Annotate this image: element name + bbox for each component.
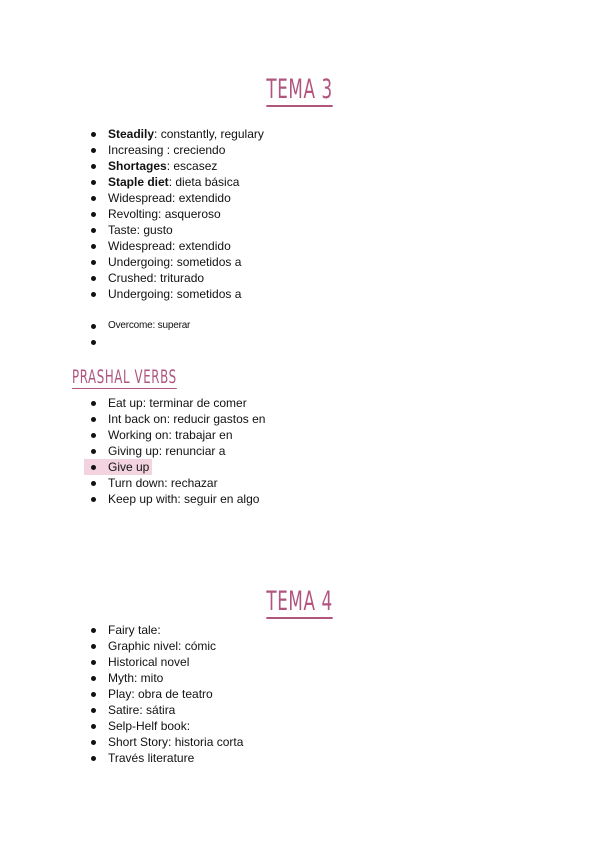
list-item: Steadily: constantly, regulary xyxy=(88,126,264,142)
list-item: Satire: sátira xyxy=(88,702,243,718)
list-item: Widespread: extendido xyxy=(88,238,264,254)
list-item: Revolting: asqueroso xyxy=(88,206,264,222)
list-item: Turn down: rechazar xyxy=(88,475,265,491)
tema3-title: TEMA 3 xyxy=(266,74,334,105)
list-item: Undergoing: sometidos a xyxy=(88,254,264,270)
tema3-list xyxy=(88,126,264,302)
list-item: Widespread: extendido xyxy=(88,190,264,206)
list-item: Crushed: triturado xyxy=(88,270,264,286)
list-item: Working on: trabajar en xyxy=(88,427,265,443)
list-item: Short Story: historia corta xyxy=(88,734,243,750)
list-item: Través literature xyxy=(88,750,243,766)
phrasal-verbs-title: PRASHAL VERBS xyxy=(72,366,177,388)
list-item: Shortages: escasez xyxy=(88,158,264,174)
list-item: Myth: mito xyxy=(88,670,243,686)
list-item: Eat up: terminar de comer xyxy=(88,395,265,411)
list-item: Graphic nivel: cómic xyxy=(88,638,243,654)
list-item: Selp-Helf book: xyxy=(88,718,243,734)
list-item: Int back on: reducir gastos en xyxy=(88,411,265,427)
list-item: Increasing : creciendo xyxy=(88,142,264,158)
list-item-empty xyxy=(88,334,190,350)
list-item: Staple diet: dieta básica xyxy=(88,174,264,190)
list-item: Giving up: renunciar a xyxy=(88,443,265,459)
list-item: Undergoing: sometidos a xyxy=(88,286,264,302)
list-item: Play: obra de teatro xyxy=(88,686,243,702)
tema3-extra-list xyxy=(88,318,190,350)
tema4-title: TEMA 4 xyxy=(266,586,334,617)
phrasal-verbs-list xyxy=(88,395,265,507)
list-item-highlighted: Give up xyxy=(88,459,265,475)
list-item: Keep up with: seguir en algo xyxy=(88,491,265,507)
list-item: Historical novel xyxy=(88,654,243,670)
list-item: Fairy tale: xyxy=(88,622,243,638)
list-item: Overcome: superar xyxy=(88,318,190,334)
list-item: Taste: gusto xyxy=(88,222,264,238)
tema4-list xyxy=(88,622,243,766)
